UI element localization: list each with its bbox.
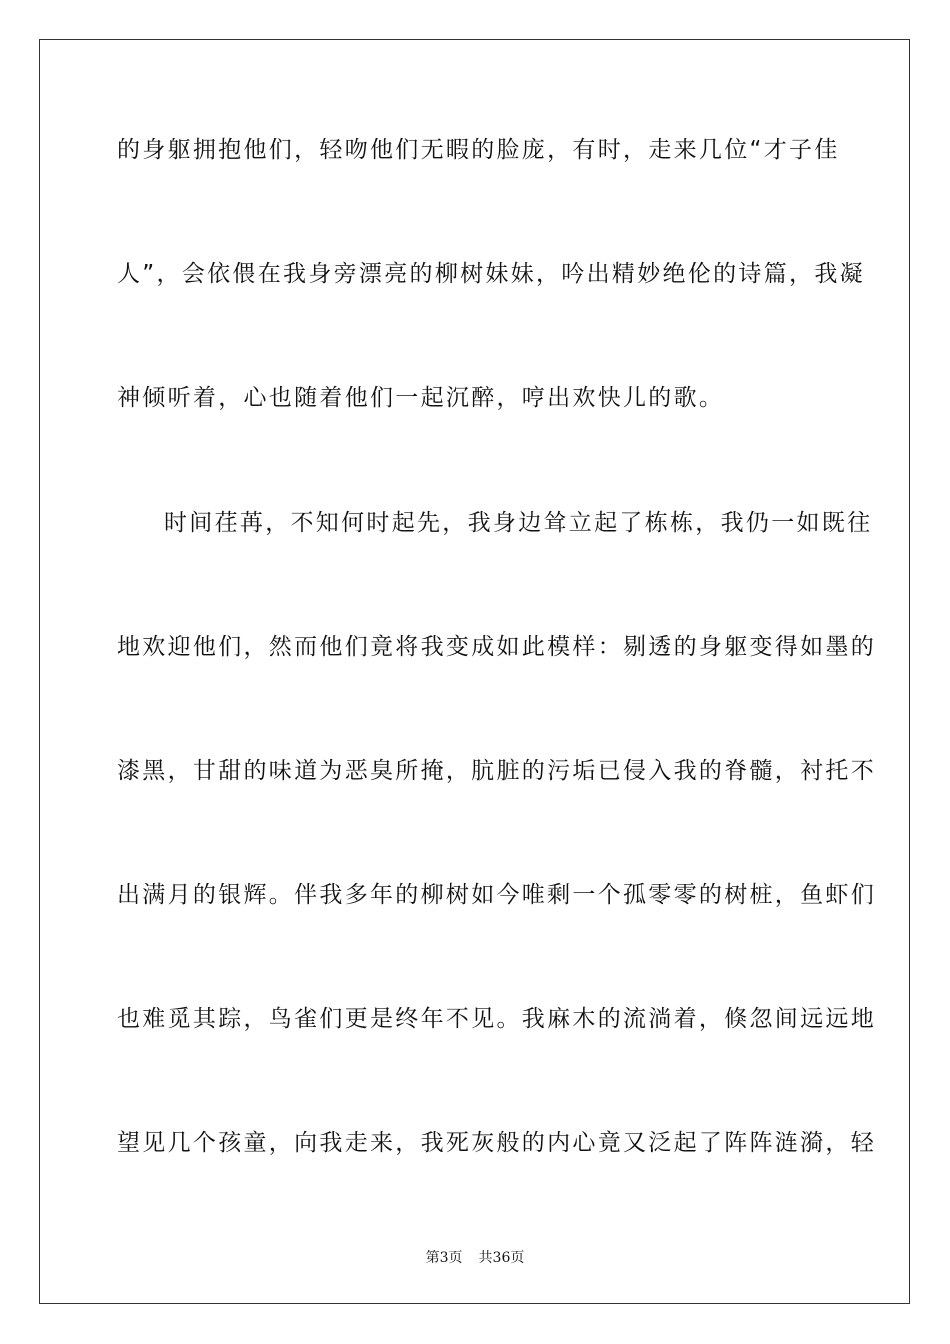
total-pages: 共36页 (478, 1250, 525, 1266)
body-text-line-3: 神倾听着，心也随着他们一起沉醉，哼出欢快儿的歌。 (117, 385, 725, 411)
page-footer (0, 1248, 950, 1268)
body-text-line-6: 漆黑，甘甜的味道为恶臭所掩，肮脏的污垢已侵入我的脊髓，衬托不 (117, 758, 876, 784)
page-border (39, 39, 910, 1304)
body-text-line-5: 地欢迎他们，然而他们竟将我变成如此模样：剔透的身躯变得如墨的 (117, 634, 876, 660)
body-text-line-4: 时间荏苒，不知何时起先，我身边耸立起了栋栋，我仍一如既往 (164, 510, 873, 536)
body-text-line-1: 的身躯拥抱他们，轻吻他们无暇的脸庞，有时，走来几位“才子佳 (117, 137, 840, 163)
body-text-line-7: 出满月的银辉。伴我多年的柳树如今唯剩一个孤零零的树桩，鱼虾们 (117, 882, 876, 908)
body-text-line-8: 也难觅其踪，鸟雀们更是终年不见。我麻木的流淌着，倏忽间远远地 (117, 1006, 876, 1032)
body-text-line-9: 望见几个孩童，向我走来，我死灰般的内心竟又泛起了阵阵涟漪，轻 (117, 1130, 876, 1156)
body-text-line-2: 人”，会依偎在我身旁漂亮的柳树妹妹，吟出精妙绝伦的诗篇，我凝 (117, 261, 865, 287)
page-number: 第3页 (425, 1250, 463, 1266)
